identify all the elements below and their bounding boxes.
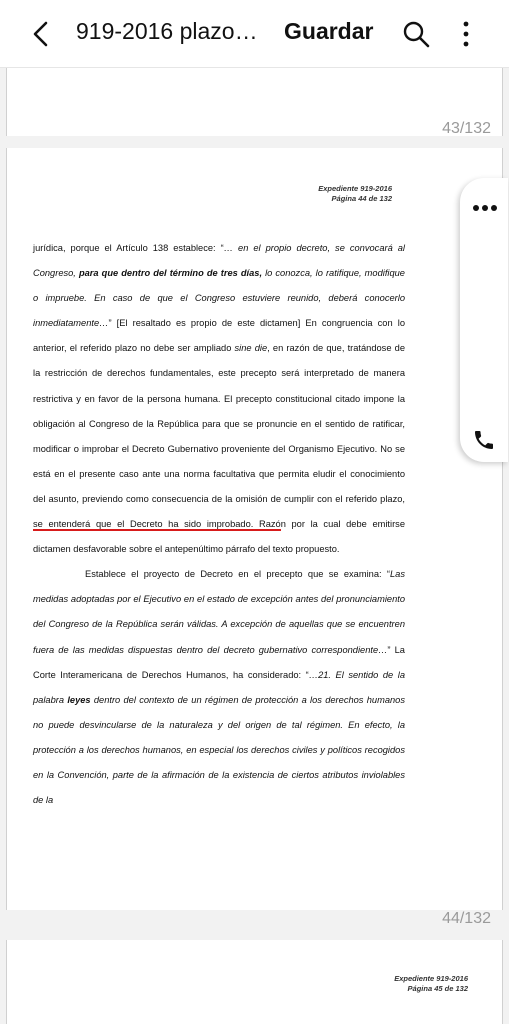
floating-side-panel[interactable] xyxy=(460,178,508,462)
text-run-italic: …21. El sentido de la palabra xyxy=(33,669,406,705)
previous-page xyxy=(6,68,503,136)
more-vertical-icon[interactable] xyxy=(456,20,476,48)
text-run-bold: leyes xyxy=(67,694,91,705)
text-run-italic: lo conozca, lo ratifique, modifique o impruebe. En caso de que el Congreso estuviere reunido, deberá conocerlo inmediatamente… xyxy=(33,268,405,329)
text-run-bold: para que dentro del término de tres días, xyxy=(78,268,263,279)
text-run: , en razón de que, tratándose de la restricción de derechos fundamentales, este precepto será interpretado de manera restrictiva y en favor de la persona humana. El precepto constitucional citado impone la obligación al Congreso de la República para que se pronuncie en el sentido de ratificar, modificar o improbar el Decreto Gubernativo proveniente del Organismo Ejecutivo. No se está en el presente caso ante una norma facultativa que permita eludir el conocimiento del asunto, previendo como consecuencia de la omisión de cumplir con el referido plazo, xyxy=(33,343,406,504)
save-button[interactable]: Guardar xyxy=(284,18,374,44)
phone-icon[interactable] xyxy=(472,428,496,452)
text-run: ” La Corte Interamericana de Derechos Humanos, ha considerado: “ xyxy=(33,644,405,680)
text-run-italic: dentro del contexto de un régimen de protección a los derechos humanos no puede desvincularse de la naturaleza y del origen de tal régimen. En efecto, la protección a los derechos humanos, en especial los derechos civiles y políticos recogidos en la Convención, parte de la afirmación de la existencia de ciertos atributos inviolables de la xyxy=(33,694,405,806)
text-run: ” [El resaltado es propio de este dictamen] En congruencia con lo anterior, el referido plazo no debe ser ampliado xyxy=(33,318,405,354)
expediente-label: Expediente 919-2016 xyxy=(394,974,468,983)
expediente-label: Expediente 919-2016 xyxy=(318,184,392,193)
text-run: Establece el proyecto de Decreto en el precepto que se examina: “ xyxy=(85,569,390,580)
paragraph xyxy=(33,236,405,562)
app-bar xyxy=(0,0,509,68)
document-page xyxy=(6,940,503,1024)
text-run-italic: … en el propio decreto, se convocará al Congreso, xyxy=(33,243,405,279)
page-label: Página 45 de 132 xyxy=(407,984,468,993)
document-body xyxy=(33,236,405,813)
page-indicator: 43/132 xyxy=(442,120,491,137)
document-title: 919-2016 plazo… xyxy=(76,18,258,44)
search-icon[interactable] xyxy=(402,20,430,48)
text-run-italic: Las medidas adoptadas por el Ejecutivo en el estado de excepción antes del pronunciamiento del Congreso de la República serán válidas. A excepción de aquellas que se encuentren fuera de las medidas dispuestas dentro del decreto gubernativo correspondiente… xyxy=(33,569,405,655)
text-run: jurídica, porque el Artículo 138 establece: “ xyxy=(33,243,224,253)
more-horizontal-icon[interactable] xyxy=(472,204,498,212)
page-indicator: 44/132 xyxy=(442,910,491,927)
page-label: Página 44 de 132 xyxy=(331,194,392,203)
text-run-italic: sine die xyxy=(234,343,268,354)
back-chevron-icon[interactable] xyxy=(26,19,56,49)
text-run: n por la cual debe emitirse dictamen desfavorable sobre el antepenúltimo párrafo del texto propuesto. xyxy=(33,519,405,555)
page-header xyxy=(394,974,468,994)
paragraph xyxy=(33,562,405,813)
page-header xyxy=(318,184,392,204)
document-page xyxy=(6,148,503,910)
underlined-text: se entenderá que el Decreto ha sido improbado. Razó xyxy=(33,519,281,530)
